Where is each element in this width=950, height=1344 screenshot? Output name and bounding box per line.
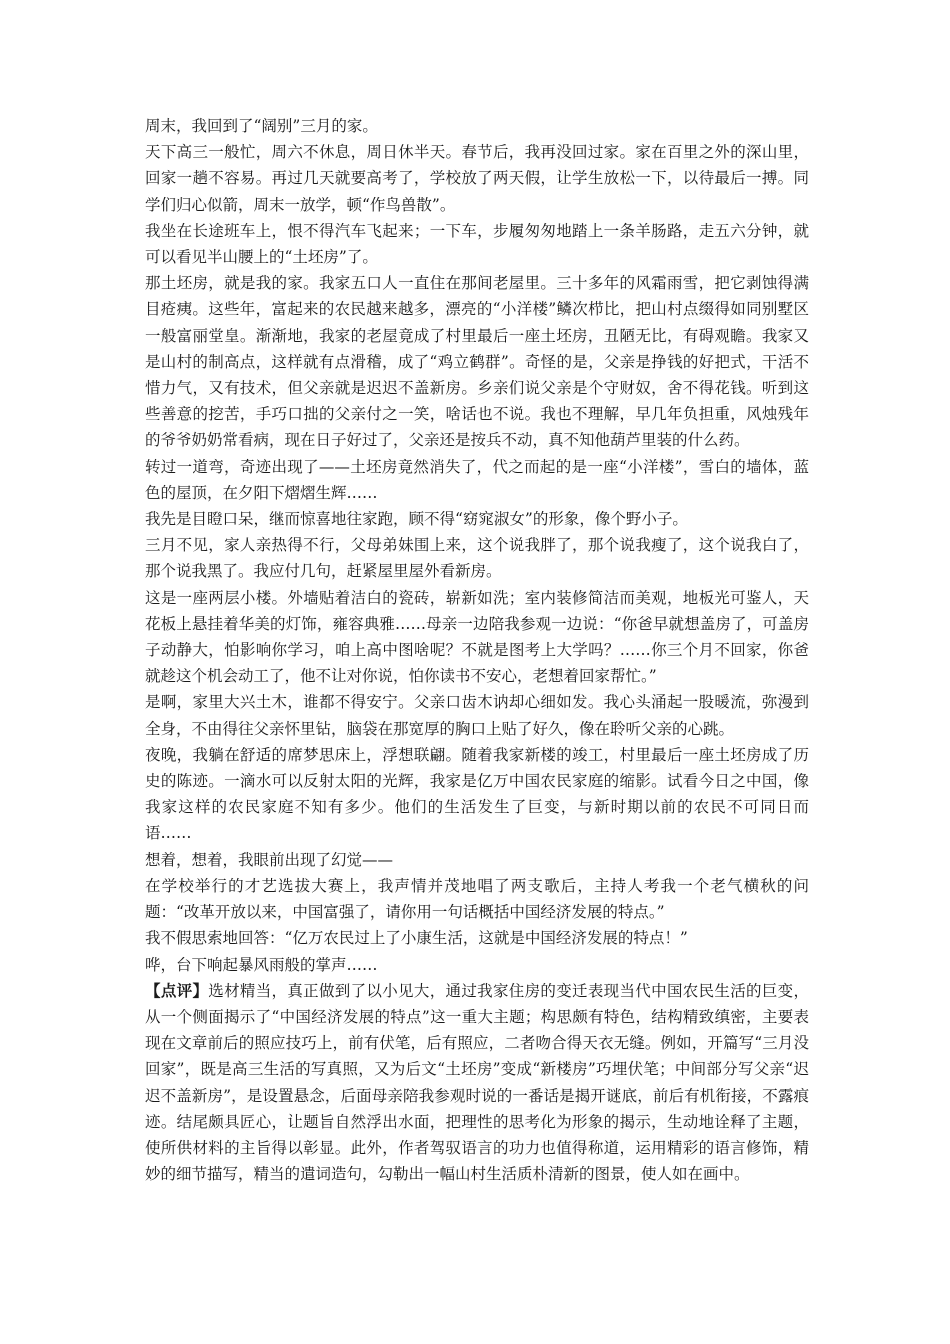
paragraph-1: 周末，我回到了“阔别”三月的家。 xyxy=(145,117,378,135)
paragraph-4: 那土坯房，就是我的家。我家五口人一直住在那间老屋里。三十多年的风霜雨雪，把它剥蚀得满目疮痍。这些年，富起来的农民越来越多，漂亮的“小洋楼”鳞次栉比，把山村点缀得如同别墅区一般富丽堂皇。渐渐地，我家的老屋竟成了村里最后一座土坯房，丑陋无比，有碍观瞻。我家又是山村的制高点，这样就有点滑稽，成了“鸡立鹤群”。奇怪的是，父亲是挣钱的好把式，干活不惜力气，又有技术，但父亲就是迟迟不盖新房。乡亲们说父亲是个守财奴，舍不得花钱。听到这些善意的挖苦，手巧口拙的父亲付之一笑，啥话也不说。我也不理解，早几年负担重，风烛残年的爷爷奶奶常看病，现在日子好过了，父亲还是按兵不动，真不知他葫芦里装的什么药。 xyxy=(145,274,809,450)
document-body xyxy=(145,113,809,1187)
paragraph-5: 转过一道弯，奇迹出现了——土坯房竟然消失了，代之而起的是一座“小洋楼”，雪白的墙体，蓝色的屋顶，在夕阳下熠熠生辉…… xyxy=(145,457,809,502)
comment-tag: 【点评】 xyxy=(145,980,209,1000)
paragraph-8: 这是一座两层小楼。外墙贴着洁白的瓷砖，崭新如洗；室内装修简洁而美观，地板光可鉴人，天花板上悬挂着华美的灯饰，雍容典雅……母亲一边陪我参观一边说：“你爸早就想盖房了，可盖房子动静大，怕影响你学习，咱上高中图啥呢？不就是图考上大学吗？……你三个月不回家，你爸就趁这个机会动工了，他不让对你说，怕你读书不安心，老想着回家帮忙。” xyxy=(145,588,809,686)
paragraph-7: 三月不见，家人亲热得不行，父母弟妹围上来，这个说我胖了，那个说我瘦了，这个说我白了，那个说我黑了。我应付几句，赶紧屋里屋外看新房。 xyxy=(145,536,809,581)
paragraph-11: 想着，想着，我眼前出现了幻觉—— xyxy=(145,850,394,869)
paragraph-14: 哗，台下响起暴风雨般的掌声…… xyxy=(145,955,378,974)
paragraph-6: 我先是目瞪口呆，继而惊喜地往家跑，顾不得“窈窕淑女”的形象，像个野小子。 xyxy=(145,510,688,529)
paragraph-9: 是啊，家里大兴土木，谁都不得安宁。父亲口齿木讷却心细如发。我心头涌起一股暖流，弥漫到全身，不由得往父亲怀里钻，脑袋在那宽厚的胸口上贴了好久，像在聆听父亲的心跳。 xyxy=(145,693,809,738)
comment-text: 选材精当，真正做到了以小见大，通过我家住房的变迁表现当代中国农民生活的巨变，从一个侧面揭示了“中国经济发展的特点”这一重大主题；构思颇有特色，结构精致缜密，主要表现在文章前后的照应技巧上，前有伏笔，后有照应，二者吻合得天衣无缝。例如，开篇写“三月没回家”，既是高三生活的写真照，又为后文“土坯房”变成“新楼房”巧埋伏笔；中间部分写父亲“迟迟不盖新房”，是设置悬念，后面母亲陪我参观时说的一番话是揭开谜底，前后有机衔接，不露痕迹。结尾颇具匠心，让题旨自然浮出水面，把理性的思考化为形象的揭示，生动地诠释了主题，使所供材料的主旨得以彰显。此外，作者驾驭语言的功力也值得称道，运用精彩的语言修饰，精妙的细节描写，精当的遣词造句，勾勒出一幅山村生活质朴清新的图景，使人如在画中。 xyxy=(145,981,809,1184)
comment-paragraph xyxy=(145,978,809,1188)
paragraph-12: 在学校举行的才艺选拔大赛上，我声情并茂地唱了两支歌后，主持人考我一个老气横秋的问题：“改革开放以来，中国富强了，请你用一句话概括中国经济发展的特点。” xyxy=(145,876,809,922)
paragraph-10: 夜晚，我躺在舒适的席梦思床上，浮想联翩。随着我家新楼的竣工，村里最后一座土坯房成了历史的陈迹。一滴水可以反射太阳的光辉，我家是亿万中国农民家庭的缩影。试看今日之中国，像我家这样的农民家庭不知有多少。他们的生活发生了巨变，与新时期以前的农民不可同日而语…… xyxy=(145,745,809,843)
paragraph-3: 我坐在长途班车上，恨不得汽车飞起来；一下车，步履匆匆地踏上一条羊肠路，走五六分钟，就可以看见半山腰上的“土坯房”了。 xyxy=(145,221,809,267)
paragraph-13: 我不假思索地回答：“亿万农民过上了小康生活，这就是中国经济发展的特点！” xyxy=(145,929,688,948)
paragraph-2: 天下高三一般忙，周六不休息，周日休半天。春节后，我再没回过家。家在百里之外的深山里，回家一趟不容易。再过几天就要高考了，学校放了两天假，让学生放松一下，以待最后一搏。同学们归心似箭，周末一放学，顿“作鸟兽散”。 xyxy=(145,143,809,214)
